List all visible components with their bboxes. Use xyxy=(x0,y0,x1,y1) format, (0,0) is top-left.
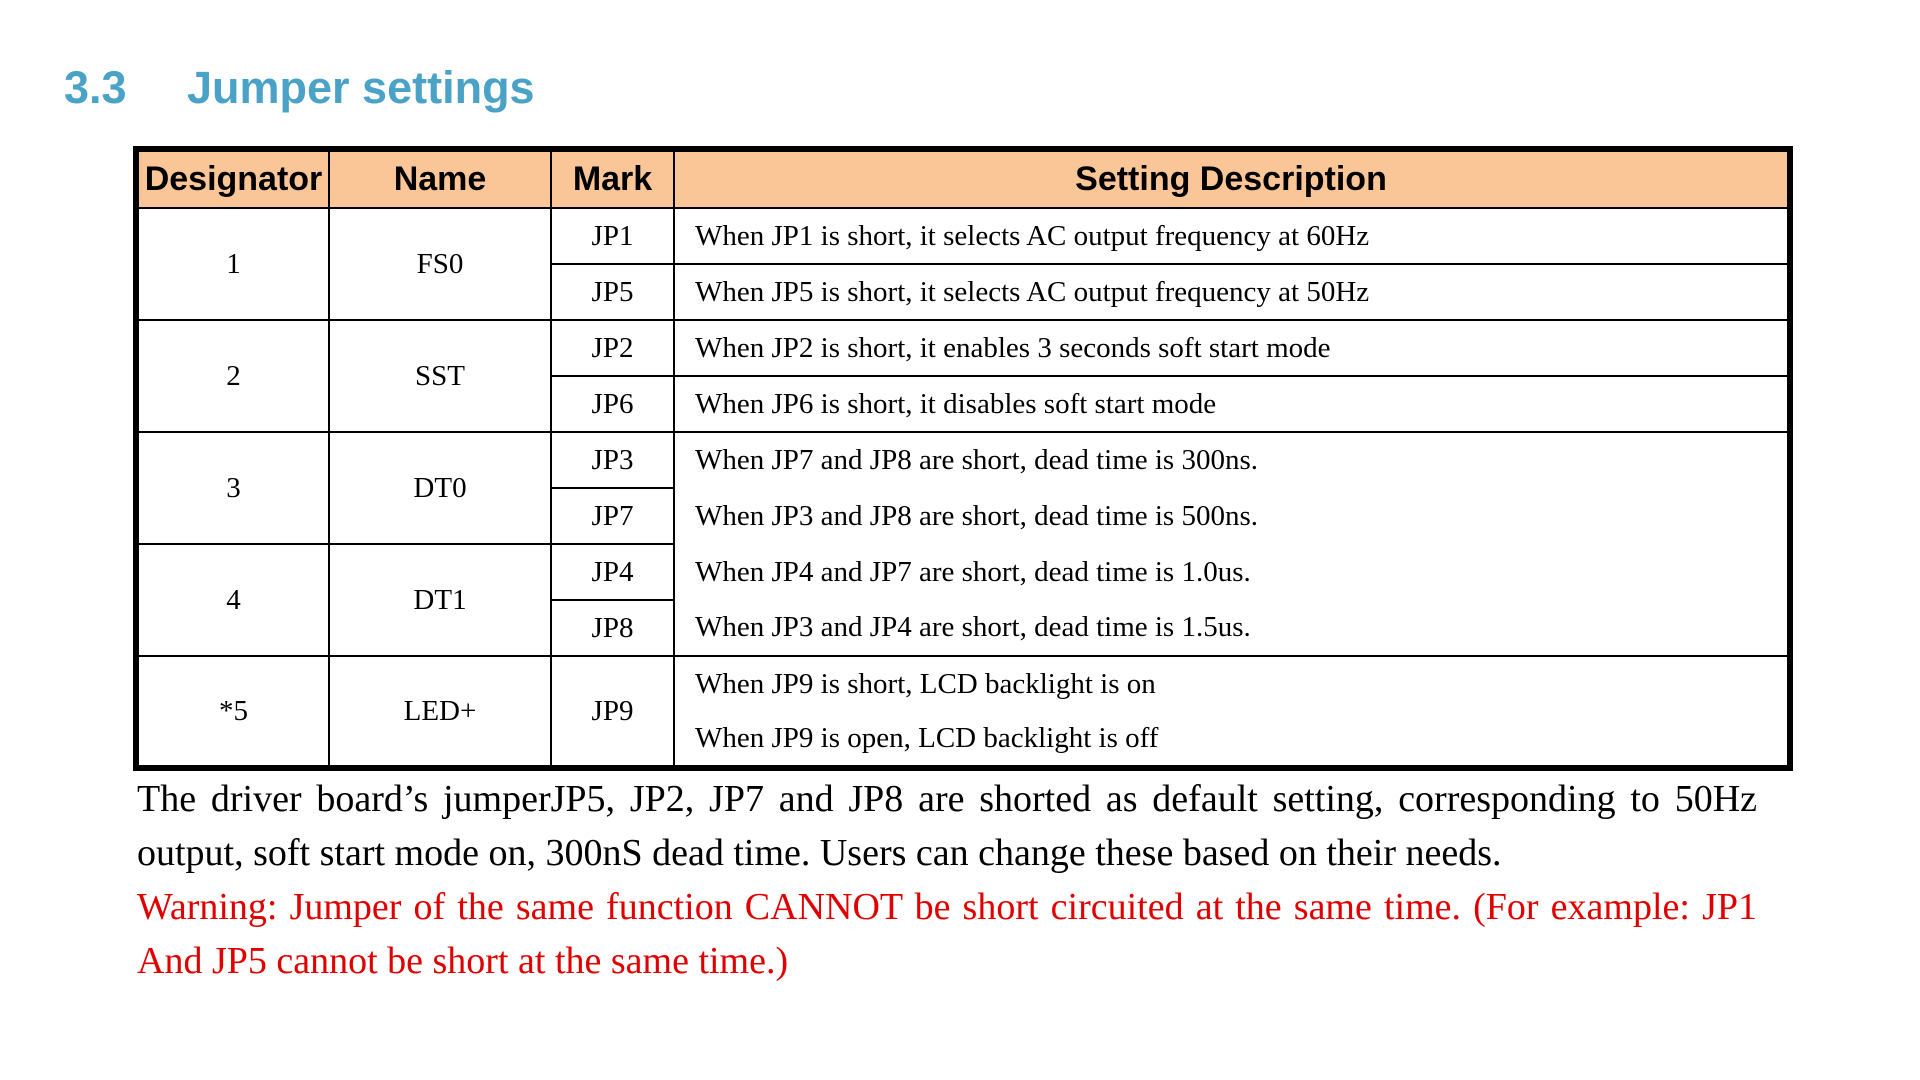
header-designator: Designator xyxy=(136,149,329,208)
table-row xyxy=(136,544,1790,600)
header-mark: Mark xyxy=(551,149,674,208)
table-row xyxy=(136,432,1790,488)
default-setting-note: The driver board’s jumperJP5, JP2, JP7 and JP8 are shorted as default setting, corresponding to 50Hz output, soft start mode on, 300nS dead time. Users can change these based on their needs. xyxy=(137,778,1757,874)
table-row xyxy=(136,208,1790,264)
designator-cell: 2 xyxy=(136,320,329,432)
name-cell: SST xyxy=(329,320,551,432)
mark-cell: JP6 xyxy=(551,376,674,432)
mark-cell: JP7 xyxy=(551,488,674,544)
jumper-settings-table xyxy=(133,146,1793,771)
mark-cell: JP9 xyxy=(551,656,674,768)
name-cell: DT1 xyxy=(329,544,551,656)
mark-cell: JP2 xyxy=(551,320,674,376)
mark-cell: JP1 xyxy=(551,208,674,264)
header-setting-description: Setting Description xyxy=(674,149,1790,208)
description-cell xyxy=(674,656,1790,768)
description-cell: When JP2 is short, it enables 3 seconds soft start mode xyxy=(674,320,1790,376)
designator-cell: 3 xyxy=(136,432,329,544)
table-header-row xyxy=(136,149,1790,208)
mark-cell: JP4 xyxy=(551,544,674,600)
section-number: 3.3 xyxy=(64,62,127,113)
description-cell: When JP3 and JP4 are short, dead time is 1.5us. xyxy=(674,600,1790,656)
header-name: Name xyxy=(329,149,551,208)
mark-cell: JP8 xyxy=(551,600,674,656)
designator-cell: 1 xyxy=(136,208,329,320)
description-cell: When JP6 is short, it disables soft start mode xyxy=(674,376,1790,432)
description-cell: When JP5 is short, it selects AC output frequency at 50Hz xyxy=(674,264,1790,320)
description-cell: When JP1 is short, it selects AC output frequency at 60Hz xyxy=(674,208,1790,264)
mark-cell: JP5 xyxy=(551,264,674,320)
name-cell: FS0 xyxy=(329,208,551,320)
mark-cell: JP3 xyxy=(551,432,674,488)
section-heading xyxy=(64,62,535,114)
table-row xyxy=(136,656,1790,768)
section-title: Jumper settings xyxy=(187,62,535,113)
description-line: When JP9 is short, LCD backlight is on xyxy=(695,668,1156,700)
description-cell: When JP7 and JP8 are short, dead time is 300ns. xyxy=(674,432,1790,488)
description-line: When JP9 is open, LCD backlight is off xyxy=(695,722,1159,754)
designator-cell: *5 xyxy=(136,656,329,768)
description-cell: When JP3 and JP8 are short, dead time is 500ns. xyxy=(674,488,1790,544)
warning-note: Warning: Jumper of the same function CANNOT be short circuited at the same time. (For example: JP1 And JP5 cannot be short at the same time.) xyxy=(137,886,1757,982)
table-row xyxy=(136,320,1790,376)
name-cell: LED+ xyxy=(329,656,551,768)
notes-block xyxy=(137,772,1757,988)
name-cell: DT0 xyxy=(329,432,551,544)
description-cell: When JP4 and JP7 are short, dead time is 1.0us. xyxy=(674,544,1790,600)
designator-cell: 4 xyxy=(136,544,329,656)
